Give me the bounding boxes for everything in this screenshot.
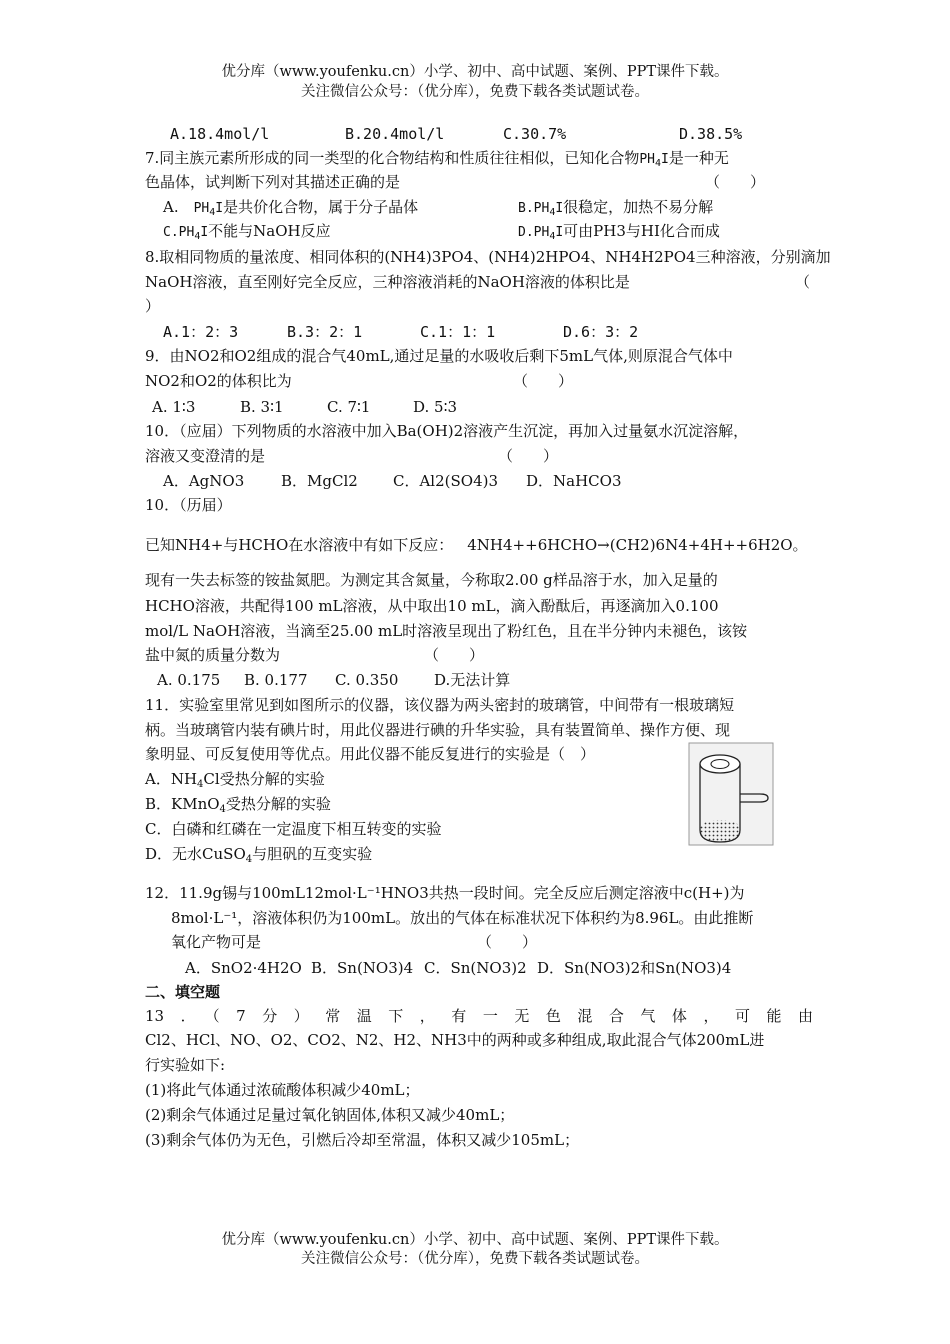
q12-option-b: B．Sn(NO3)4 [311,959,414,977]
footer-line-1: 优分库（www.youfenku.cn）小学、初中、高中试题、案例、PPT课件下载。 [221,1232,729,1248]
q11-option-d: D．无水CuSO$_4$与胆矾的互变实验 [145,845,373,865]
q11-para-line-1: 11．实验室里常见到如图所示的仪器，该仪器为两头密封的玻璃管，中间带有一根玻璃短 [145,696,735,714]
q9-option-c: C. 7∶1 [327,398,371,416]
header-line-2: 关注微信公众号：（优分库），免费下载各类试题试卷。 [301,84,649,100]
q11-option-a: A．$NH_4Cl$受热分解的实验 [145,770,325,790]
q12-option-a: A．SnO2·4H2O [185,959,302,977]
q10b-option-c: C. 0.350 [335,671,399,689]
q12-answer-paren: （ ） [477,933,538,951]
q10b-option-d: D.无法计算 [434,671,511,689]
q13-step-1: (1)将此气体通过浓硫酸体积减少40mL； [145,1081,420,1099]
q6-option-c: C.30.7% [503,125,567,143]
q13-step-3: (3)剩余气体仍为无色，引燃后冷却至常温，体积又减少105mL； [145,1131,580,1149]
q12-para-line-2: 8mol·L⁻¹，溶液体积仍为100mL。放出的气体在标准状况下体积约为8.96L。由此推断 [171,909,754,927]
q9-stem-line-1: 9．由NO2和O2组成的混合气40mL,通过足量的水吸收后剩下5mL气体,则原混合气体中 [145,347,733,365]
q8-option-a: A.1：2：3 [163,323,239,341]
q10b-para-line-2: HCHO溶液，共配得100 mL溶液，从中取出10 mL，滴入酚酞后，再逐滴加入0.100 [145,597,719,615]
q12-option-d: D．Sn(NO3)2和Sn(NO3)4 [537,959,732,977]
q10b-equation-line: 已知NH4+与HCHO在水溶液中有如下反应： 4NH4++6HCHO→(CH2)6N4+4H++6H2O。 [145,536,808,554]
q8-answer-paren-open: （ [795,273,811,291]
q10a-stem-line-2: 溶液又变澄清的是 [145,447,266,465]
q13-para-line-2: Cl2、HCl、NO、O2、CO2、N2、H2、NH3中的两种或多种组成,取此混合气体200mL进 [145,1031,765,1049]
q12-para-line-3: 氧化产物可是 [171,933,262,951]
q10a-answer-paren: （ ） [498,447,559,465]
q7-stem-line-1: 7.同主族元素所形成的同一类型的化合物结构和性质往往相似，已知化合物$PH_4I$是一种无 [145,149,729,169]
q13-para-line-3: 行实验如下: [145,1056,226,1074]
q12-para-line-1: 12．11.9g锡与100mL12mol·L⁻¹HNO3共热一段时间。完全反应后测定溶液中c(H+)为 [145,884,745,902]
q9-option-a: A. 1∶3 [152,398,196,416]
q7-option-a: A. $PH_4I$是共价化合物，属于分子晶体 [163,198,419,218]
q7-answer-paren: （ ） [705,173,766,191]
q10a-stem-line-1: 10．（应届）下列物质的水溶液中加入Ba(OH)2溶液产生沉淀，再加入过量氨水沉淀溶解， [145,422,749,440]
section-2-title: 二、填空题 [145,983,221,1001]
q8-option-b: B.3：2：1 [287,323,363,341]
q10b-option-a: A. 0.175 [157,671,221,689]
q8-option-d: D.6：3：2 [563,323,639,341]
q10a-option-d: D．NaHCO3 [526,472,622,490]
footer-line-2: 关注微信公众号：（优分库），免费下载各类试题试卷。 [301,1251,649,1267]
q7-stem-line-2: 色晶体，试判断下列对其描述正确的是 [145,173,401,191]
q6-option-d: D.38.5% [679,125,743,143]
q6-option-b: B.20.4mol/l [345,125,445,143]
q8-answer-paren-close: ） [145,297,161,315]
q10b-para-line-3: mol/L NaOH溶液，当滴至25.00 mL时溶液呈现出了粉红色，且在半分钟内未褪色，该铵 [145,622,748,640]
q7-option-c: $C.PH_4I$不能与NaOH反应 [163,222,331,242]
q6-option-a: A.18.4mol/l [170,125,270,143]
q10a-option-c: C．Al2(SO4)3 [393,472,499,490]
q10b-para-line-1: 现有一失去标签的铵盐氮肥。为测定其含氮量，今称取2.00 g样品溶于水，加入足量的 [145,571,718,589]
q8-option-c: C.1：1：1 [420,323,496,341]
q12-option-c: C．Sn(NO3)2 [424,959,527,977]
q9-stem-line-2: NO2和O2的体积比为 [145,372,292,390]
q9-option-d: D. 5∶3 [413,398,458,416]
q7-option-b: $B.PH_4I$很稳定，加热不易分解 [518,198,714,218]
q11-para-line-3: 象明显、可反复使用等优点。用此仪器不能反复进行的实验是（ ） [145,745,596,763]
q7-option-d: $D.PH_4I$可由PH3与HI化合而成 [518,222,720,242]
q9-option-b: B. 3∶1 [240,398,284,416]
q11-option-c: C．白磷和红磷在一定温度下相互转变的实验 [145,820,442,838]
q11-option-b: B．KMnO$_4$受热分解的实验 [145,795,331,815]
q10b-title: 10．（历届） [145,496,232,514]
q10a-option-b: B．MgCl2 [281,472,358,490]
q8-stem-line-1: 8.取相同物质的量浓度、相同体积的(NH4)3PO4、(NH4)2HPO4、NH4H2PO4三种溶液，分别滴加 [145,248,831,266]
q10b-para-line-4: 盐中氮的质量分数为 [145,646,281,664]
q10b-option-b: B. 0.177 [244,671,308,689]
q8-stem-line-2: NaOH溶液，直至刚好完全反应，三种溶液消耗的NaOH溶液的体积比是 [145,273,630,291]
q10a-option-a: A．AgNO3 [163,472,245,490]
q10b-answer-paren: （ ） [424,646,485,664]
q13-para-line-1: 13．（7分）常温下，有一无色混合气体，可能由 [145,1007,813,1025]
header-line-1: 优分库（www.youfenku.cn）小学、初中、高中试题、案例、PPT课件下载。 [221,64,729,80]
q13-step-2: (2)剩余气体通过足量过氧化钠固体,体积又减少40mL； [145,1106,515,1124]
q9-answer-paren: （ ） [513,372,574,390]
q11-para-line-2: 柄。当玻璃管内装有碘片时，用此仪器进行碘的升华实验，具有装置简单、操作方便、现 [145,721,731,739]
sealed-glass-tube-apparatus-figure [688,742,774,846]
